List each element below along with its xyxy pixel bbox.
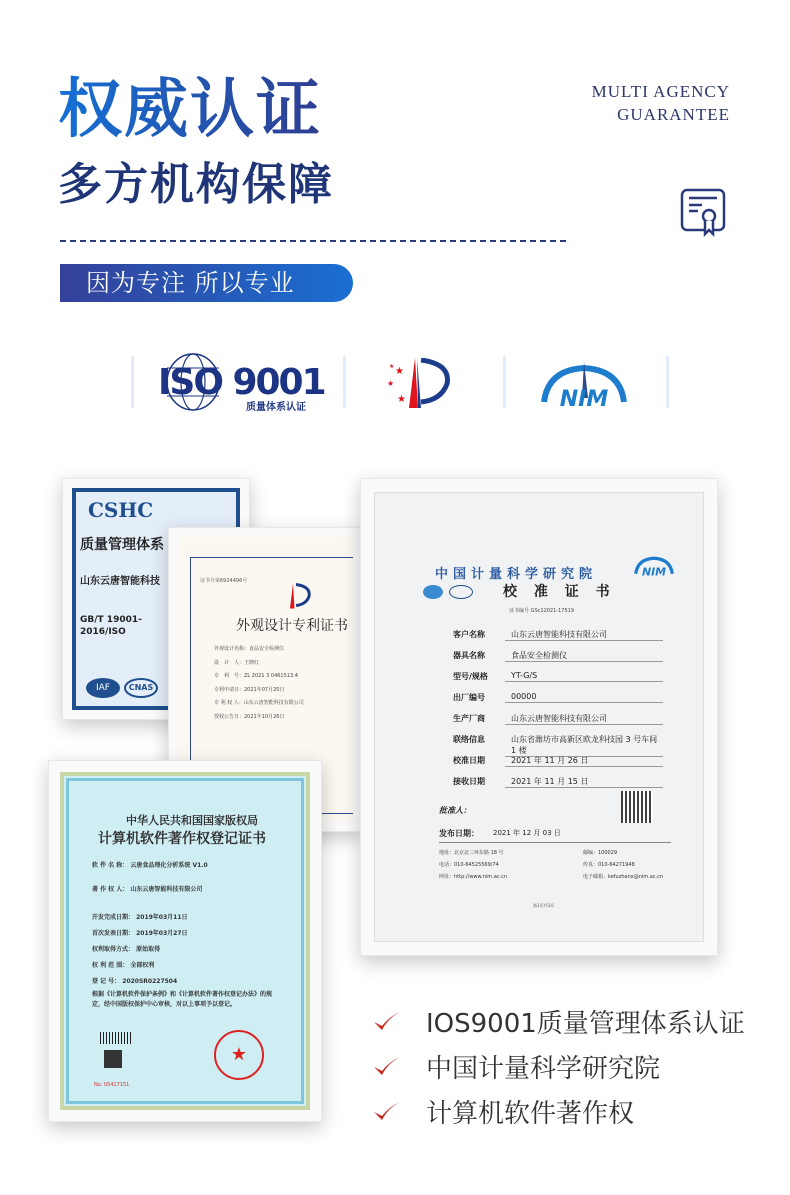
field-value: 2021 年 11 月 26 日: [505, 755, 663, 767]
field-value: 云唐食品理化分析系统 V1.0: [130, 862, 208, 869]
field-value: 2019年03月11日: [136, 914, 188, 921]
iso-logo-text: ISO 9001: [158, 362, 325, 403]
svg-text:NIM: NIM: [559, 387, 609, 408]
divider: [666, 356, 669, 408]
svg-text:★: ★: [397, 394, 406, 405]
svg-text:★: ★: [387, 379, 395, 388]
calibration-field-row: [453, 713, 663, 725]
software-field-row: [92, 960, 154, 969]
field-value: 食品安全检测仪: [505, 650, 663, 662]
software-field-row: [92, 944, 160, 953]
calibration-field-row: [453, 650, 663, 662]
software-field-row: [92, 976, 177, 985]
ilac-mark: [423, 585, 443, 599]
field-value: 山东云唐智能科技有限公司: [130, 886, 203, 893]
field-label: 登 记 号：: [92, 978, 121, 985]
highlight-item: [372, 1003, 745, 1040]
software-field-row: [92, 860, 208, 869]
software-certificate-frame: [48, 760, 322, 1122]
official-seal: ★: [214, 1030, 264, 1080]
field-value: 2019年03月27日: [136, 930, 188, 937]
field-label: 联络信息: [453, 735, 485, 744]
field-label: 首次发表日期：: [92, 930, 135, 937]
cnipa-logo: [385, 358, 457, 408]
field-value: 2021 年 11 月 15 日: [505, 776, 663, 788]
software-cert-title: 计算机软件著作权登记证书: [98, 831, 266, 847]
patent-fields: 外观设计名称：食品安全检测仪 设 计 人：王晓红 专 利 号：ZL 2021 3 0461513.4 专利申请日：2021年07月20日 专 利 权 人：山东云唐智能科技有限公司 授权公告日：2021年10月26日: [214, 646, 304, 720]
iso-cert-standard: GB/T 19001-2016/ISO: [80, 615, 142, 637]
field-label: 出厂编号: [453, 693, 485, 702]
contact-right: 邮编：100029 传真：010-64271948 电子邮箱：kefuzhenx@nim.ac.cn: [583, 850, 664, 880]
page-title: 权威认证: [58, 70, 322, 150]
divider: [503, 356, 506, 408]
field-label: 著 作 权 人：: [92, 886, 129, 893]
highlight-label: IOS9001质量管理体系认证: [426, 1009, 745, 1039]
english-line-1: MULTI AGENCY: [591, 82, 730, 101]
slogan-banner: 因为专注 所以专业: [60, 264, 353, 302]
qr-code: [104, 1050, 122, 1068]
calibration-certificate-frame: [360, 478, 718, 956]
highlight-label: 中国计量科学研究院: [426, 1054, 661, 1084]
issue-date: 2021 年 12 月 03 日: [493, 829, 561, 837]
iaf-mark: IAF: [86, 678, 120, 698]
field-value: YT-G/S: [505, 671, 663, 682]
software-field-row: [92, 928, 188, 937]
field-value: 全部权利: [130, 962, 155, 969]
english-line-2: GUARANTEE: [617, 105, 730, 124]
certificate-icon: [680, 188, 726, 238]
cnas-mark: CNAS: [124, 678, 158, 698]
field-value: 山东云唐智能科技有限公司: [505, 713, 663, 725]
calibration-field-row: [453, 776, 663, 788]
field-value: 原始取得: [136, 946, 161, 953]
divider: [131, 356, 134, 408]
field-label: 型号/规格: [453, 672, 488, 681]
check-icon: [372, 1100, 402, 1124]
iso-certificate-frame: CSHC 质量管理体系 山东云唐智能科技 GB/T 19001-2016/ISO IAF CNAS: [62, 478, 250, 720]
serial-number: No. 05417151: [94, 1082, 130, 1088]
calibration-cert-title: 校 准 证 书: [503, 584, 616, 600]
calibration-cert-number: 证书编号 GSc12021-17519: [509, 608, 575, 614]
calibration-field-row: [453, 692, 663, 703]
check-icon: [372, 1055, 402, 1079]
software-cert-note: 根据《计算机软件保护条例》和《计算机软件著作权登记办法》的规定，经中国版权保护中心审核，对以上事项予以登记。: [92, 991, 273, 1008]
field-value: 2020SR0227504: [122, 978, 178, 985]
field-label: 权 利 范 围：: [92, 962, 129, 969]
software-field-row: [92, 912, 188, 921]
field-label: 生产厂商: [453, 714, 485, 723]
iso-cert-title: 质量管理体系: [80, 537, 164, 553]
field-value: 00000: [505, 692, 663, 703]
patent-cert-title: 外观设计专利证书: [236, 618, 348, 634]
qr-code: [621, 791, 653, 823]
divider: [343, 356, 346, 408]
iso-logo-subtext: 质量体系认证: [246, 402, 306, 413]
field-label: 权利取得方式：: [92, 946, 135, 953]
nim-logo: [538, 362, 630, 408]
divider: [60, 240, 566, 242]
software-field-row: [92, 884, 202, 893]
iso-cert-company: 山东云唐智能科技: [80, 576, 160, 587]
contact-left: 地址：北京北三环东路 18 号 电话：010-64525569/74 网址：http://www.nim.ac.cn: [439, 850, 508, 880]
calibration-field-row: [453, 671, 663, 682]
svg-text:★: ★: [389, 363, 395, 370]
cnas-mark: [449, 585, 473, 599]
calibration-field-row: [453, 734, 663, 757]
patent-number: 证书号第6924496号: [200, 578, 248, 584]
svg-text:★: ★: [395, 366, 404, 377]
cnipa-logo: [278, 581, 314, 611]
software-cert-authority: 中华人民共和国国家版权局: [126, 814, 258, 827]
field-label: 客户名称: [453, 630, 485, 639]
calibration-field-row: [453, 629, 663, 641]
field-label: 校准日期: [453, 756, 485, 765]
highlight-item: [372, 1048, 660, 1085]
iso-9001-logo: [158, 352, 325, 413]
check-icon: [372, 1010, 402, 1034]
highlight-label: 计算机软件著作权: [426, 1099, 635, 1129]
field-label: 开发完成日期：: [92, 914, 135, 921]
barcode: [100, 1032, 132, 1044]
page-subtitle: 多方机构保障: [58, 159, 334, 210]
field-label: 器具名称: [453, 651, 485, 660]
approver-label: 批准人：: [439, 806, 471, 815]
field-value: 山东云唐智能科技有限公司: [505, 629, 663, 641]
issue-date-label: 发布日期：: [439, 829, 479, 838]
calibration-field-row: [453, 755, 663, 767]
page-number: 第1页共3页: [533, 903, 555, 908]
highlight-item: [372, 1093, 634, 1130]
nim-logo: [633, 555, 675, 577]
svg-text:NIM: NIM: [641, 565, 667, 577]
field-value: 山东省潍坊市高新区欧龙科技园 3 号车间 1 楼: [505, 734, 663, 757]
institute-name: 中国计量科学研究院: [435, 567, 598, 582]
english-tagline: [592, 80, 730, 126]
field-label: 软 件 名 称：: [92, 862, 129, 869]
field-label: 接收日期: [453, 777, 485, 786]
